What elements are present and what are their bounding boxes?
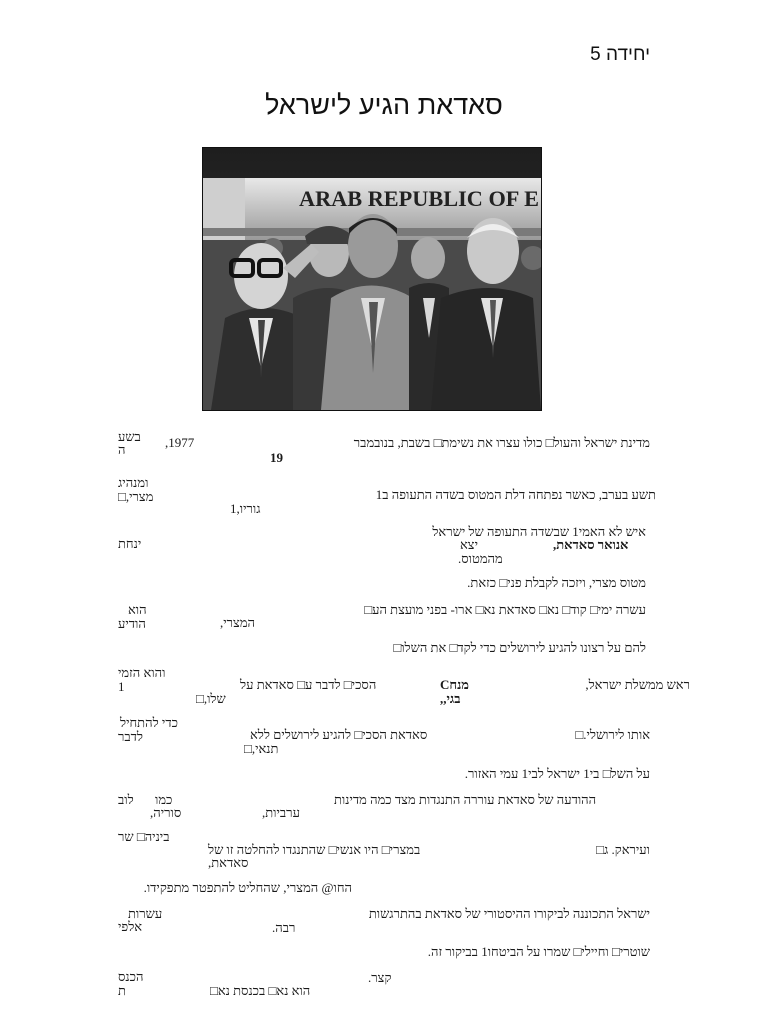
unit-label: יחידה 5 <box>590 44 650 65</box>
text-fragment: מצרי,□ <box>118 489 154 504</box>
text-fragment: כדי להתחיל <box>120 715 178 730</box>
text-fragment: ומנהיג <box>118 475 149 490</box>
text-fragment: הוא נא□ בכנסת נא□ <box>210 983 311 998</box>
text-line: להם על רצונו להגיע לירושלים כדי לקד□ את השלו□ <box>393 640 646 655</box>
text-fragment: בגי,, <box>440 691 461 706</box>
text-fragment: ביניה□ שר <box>118 829 170 844</box>
text-fragment: ועיראק. ג□ <box>596 842 650 857</box>
text-line: במצרי□ היו אנשי□ שהתנגדו להחלטה זו של <box>208 842 421 857</box>
text-fragment: לוב <box>118 792 134 807</box>
text-fragment: ינחת <box>118 536 142 551</box>
text-fragment: קצר. <box>368 970 392 985</box>
text-fragment: אנואר סאדאת, <box>553 537 629 552</box>
text-line: על השל□ בי1 ישראל לבי1 עמי האזור. <box>464 766 650 781</box>
text-line: מטוס מצרי, ויזכה לקבלת פני□ כזאת. <box>467 575 646 590</box>
text-fragment: תנאי,□ <box>244 741 279 756</box>
text-fragment: סאדאת הסכי□ להגיע לירושלים ללא <box>250 727 428 742</box>
text-line: ישראל התכוננה לביקורו ההיסטורי של סאדאת בהתרגשות <box>368 906 650 921</box>
text-fragment: הודיע <box>118 616 146 631</box>
text-fragment: מהמטוס. <box>458 551 503 566</box>
text-line: שוטרי□ וחיילי□ שמרו על הביטחו1 בביקור זה. <box>427 944 650 959</box>
text-fragment: ערביות, <box>262 805 300 820</box>
text-fragment: גוריו,1 <box>230 501 261 516</box>
text-fragment: מנחC <box>440 677 470 692</box>
text-fragment: והוא הזמי <box>118 665 166 680</box>
text-line: ראש ממשלת ישראל, <box>585 677 690 692</box>
text-line: עשרה ימי□ קוד□ נא□ סאדאת נא□ ארו- בפני מועצת הע□ <box>364 602 646 617</box>
text-line: ההודעה של סאדאת עוררה התנגדות מצד כמה מדינות <box>334 792 597 807</box>
text-fragment: רבה. <box>272 920 296 935</box>
text-fragment: סוריה, <box>150 805 182 820</box>
text-fragment: בשע <box>118 429 141 444</box>
text-fragment: יצא <box>460 537 479 552</box>
text-fragment: המצרי, <box>220 615 256 630</box>
text-fragment: סאדאת, <box>208 855 249 870</box>
text-fragment: ה <box>118 442 126 457</box>
text-line: החו@ המצרי, שהחליט להתפטר מתפקידו. <box>143 880 352 895</box>
text-fragment: שלו,□ <box>196 691 226 706</box>
text-fragment: אותו לירושלי.□ <box>575 727 650 742</box>
text-line: תשע בערב, כאשר נפתחה דלת המטוס בשדה התעופה ב1 <box>375 487 656 502</box>
text-fragment: 19 <box>270 450 283 465</box>
historical-photo <box>202 147 542 411</box>
text-fragment: אלפי <box>118 919 143 934</box>
text-fragment: עשרות <box>128 906 163 921</box>
text-fragment: ת <box>118 983 126 998</box>
text-line: מדינת ישראל והעול□ כולו עצרו את נשימת□ בשבת, בנובמבר <box>353 435 650 450</box>
text-fragment: 1977, <box>165 435 195 450</box>
plane-text: ARAB REPUBLIC OF E <box>299 186 539 211</box>
text-line: איש לא האמי1 שבשדה התעופה של ישראל <box>432 524 646 539</box>
text-fragment: הוא <box>128 602 147 617</box>
text-fragment: לדבר <box>118 729 143 744</box>
page-title: סאדאת הגיע לישראל <box>265 90 503 120</box>
text-fragment: הכנס <box>118 969 144 984</box>
text-fragment: כמו <box>155 792 173 807</box>
text-fragment: 1 <box>118 679 125 694</box>
text-fragment: הסכי□ לדבר ע□ סאדאת על <box>240 677 377 692</box>
